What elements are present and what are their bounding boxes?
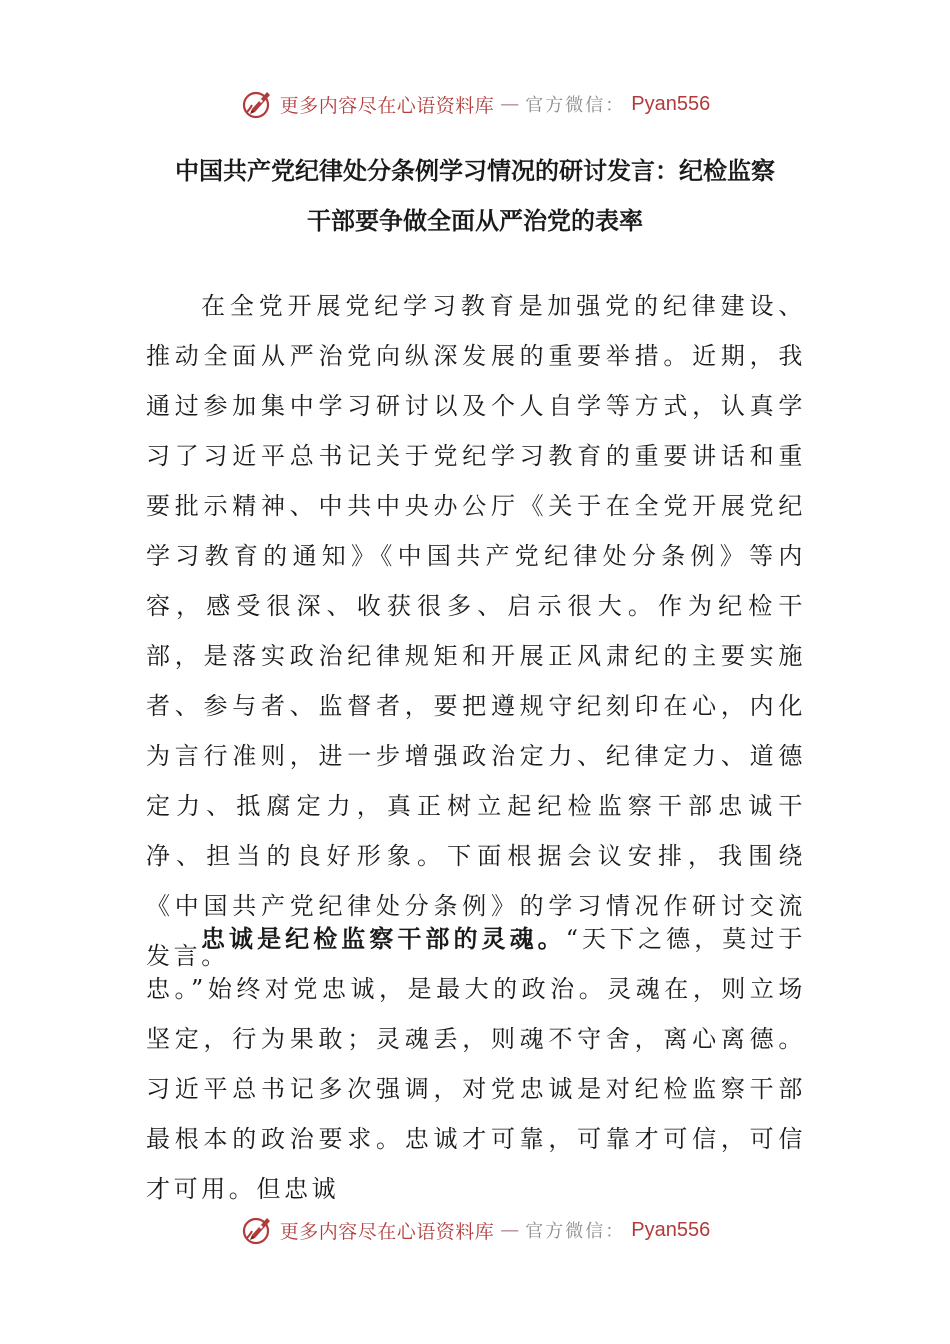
body-paragraph-2 (146, 914, 806, 1214)
watermark-wechat-label: 官方微信： (525, 1221, 626, 1242)
paragraph-2-lead-bold: 忠诚是纪检监察干部的灵魂。 (201, 925, 566, 953)
watermark-dash: — (500, 1219, 520, 1241)
watermark-wechat-label: 官方微信： (525, 95, 626, 116)
body-paragraph-1: 在全党开展党纪学习教育是加强党的纪律建设、推动全面从严治党向纵深发展的重要举措。近期，我通过参加集中学习研讨以及个人自学等方式，认真学习了习近平总书记关于党纪学习教育的重要讲话和重要批示精神、中共中央办公厅《关于在全党开展党纪学习教育的通知》《中国共产党纪律处分条例》等内容，感受很深、收获很多、启示很大。作为纪检干部，是落实政治纪律规矩和开展正风肃纪的主要实施者、参与者、监督者，要把遵规守纪刻印在心，内化为言行准则，进一步增强政治定力、纪律定力、道德定力、抵腐定力，真正树立起纪检监察干部忠诚干净、担当的良好形象。下面根据会议安排，我围绕《中国共产党纪律处分条例》的学习情况作研讨交流发言。 (146, 292, 806, 970)
watermark-site-text: 更多内容尽在心语资料库 (279, 94, 495, 117)
paragraph-2-text: “天下之德，莫过于忠。”始终对党忠诚，是最大的政治。灵魂在，则立场坚定，行为果敢；灵魂丢，则魂不守舍，离心离德。习近平总书记多次强调，对党忠诚是对纪检监察干部最根本的政治要求。忠诚才可靠，可靠才可信，可信才可用。但忠诚 (146, 925, 806, 1203)
watermark-site-text: 更多内容尽在心语资料库 (279, 1220, 495, 1243)
document-title-line-1: 中国共产党纪律处分条例学习情况的研讨发言：纪检监察 (175, 157, 775, 185)
footer-watermark-banner (0, 1210, 950, 1250)
watermark-wechat-id: Pyan556 (631, 92, 711, 115)
document-title-line-2: 干部要争做全面从严治党的表率 (307, 207, 643, 235)
pen-logo-icon (240, 87, 274, 121)
pen-logo-icon (240, 1213, 274, 1247)
header-watermark-banner (0, 84, 950, 124)
watermark-dash: — (500, 93, 520, 115)
watermark-wechat-id: Pyan556 (631, 1218, 711, 1241)
